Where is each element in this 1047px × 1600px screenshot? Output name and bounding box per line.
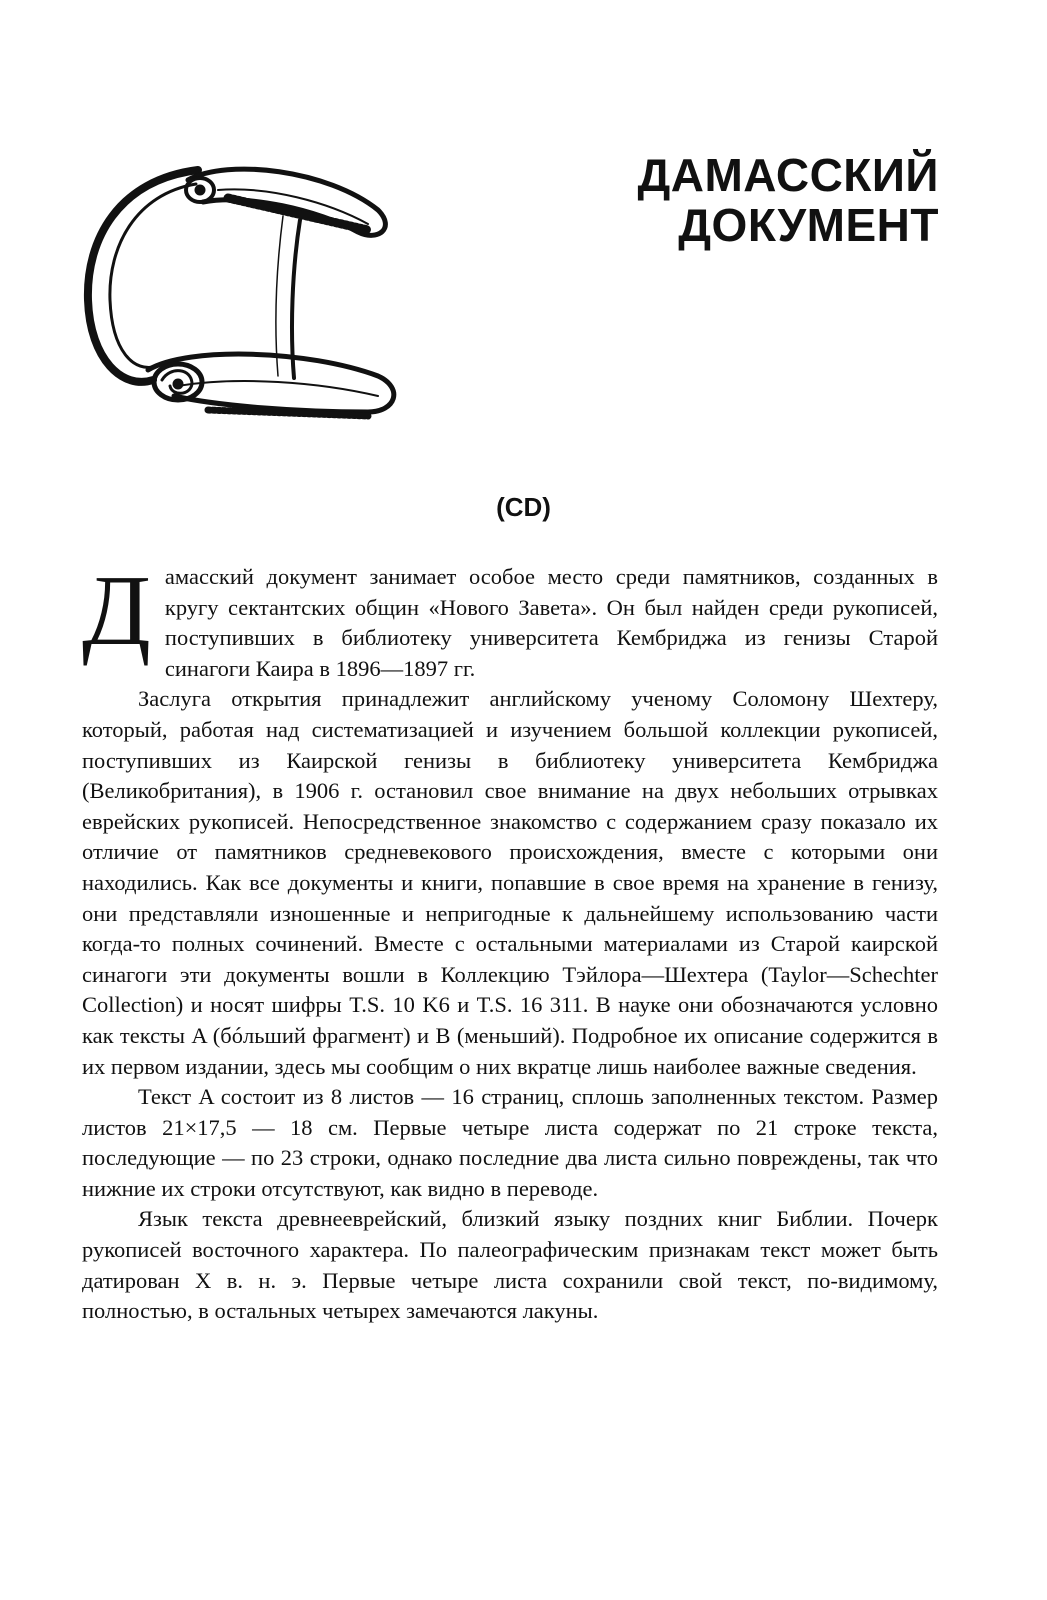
- title-line-2: ДОКУМЕНТ: [678, 199, 939, 251]
- paragraph-2: Заслуга открытия принадлежит английскому ученому Соломону Шехтеру, который, работая над систематизацией и изучением большой коллекции рукописей, поступивших из Каирской генизы в библиотеку университета Кембриджа (Великобритания), в 1906 г. остановил свое внимание на двух небольших отрывках еврейских рукописей. Непосредственное знакомство с содержанием сразу показало их отличие от памятников средневекового происхождения, вместе с которыми они находились. Как все документы и книги, попавшие в свое время на хранение в генизу, они представляли изношенные и непригодные к дальнейшему использованию части когда-то полных сочинений. Вместе с остальными материалами из Старой каирской синагоги эти документы вошли в Коллекцию Тэйлора—Шехтера (Taylor—Schechter Collection) и носят шифры T.S. 10 K6 и T.S. 16 311. В науке они обозначаются условно как тексты A (бóльший фрагмент) и B (меньший). Подробное их описание содержится в их первом издании, здесь мы сообщим о них вкратце лишь наиболее важные сведения.: [82, 686, 938, 1079]
- document-title: [637, 150, 939, 250]
- paragraph-1: [82, 554, 938, 684]
- body-text: [82, 554, 938, 1327]
- paragraph-1-text: амасский документ занимает особое место среди памятников, созданных в кругу сектантских общин «Нового Завета». Он был найден среди рукописей, поступивших в библиотеку университета Кембриджа из генизы Старой синагоги Каира в 1896—1897 гг.: [164, 564, 938, 681]
- paragraph-3: Текст A состоит из 8 листов — 16 страниц, сплошь заполненных текстом. Размер листов 21×17,5 — 18 см. Первые четыре листа содержат по 21 строке текста, последующие — по 23 строки, однако последние два листа сильно повреждены, так что нижние их строки отсутствуют, как видно в переводе.: [82, 1084, 938, 1201]
- title-line-1: ДАМАССКИЙ: [637, 149, 939, 201]
- scroll-icon: [78, 150, 408, 450]
- paragraph-4: Язык текста древнееврейский, близкий языку поздних книг Библии. Почерк рукописей восточного характера. По палеографическим признакам текст может быть датирован X в. н. э. Первые четыре листа сохранили свой текст, по-видимому, полностью, в остальных четырех замечаются лакуны.: [82, 1206, 938, 1324]
- document-abbreviation: (CD): [496, 492, 551, 522]
- drop-cap: Д: [82, 554, 151, 666]
